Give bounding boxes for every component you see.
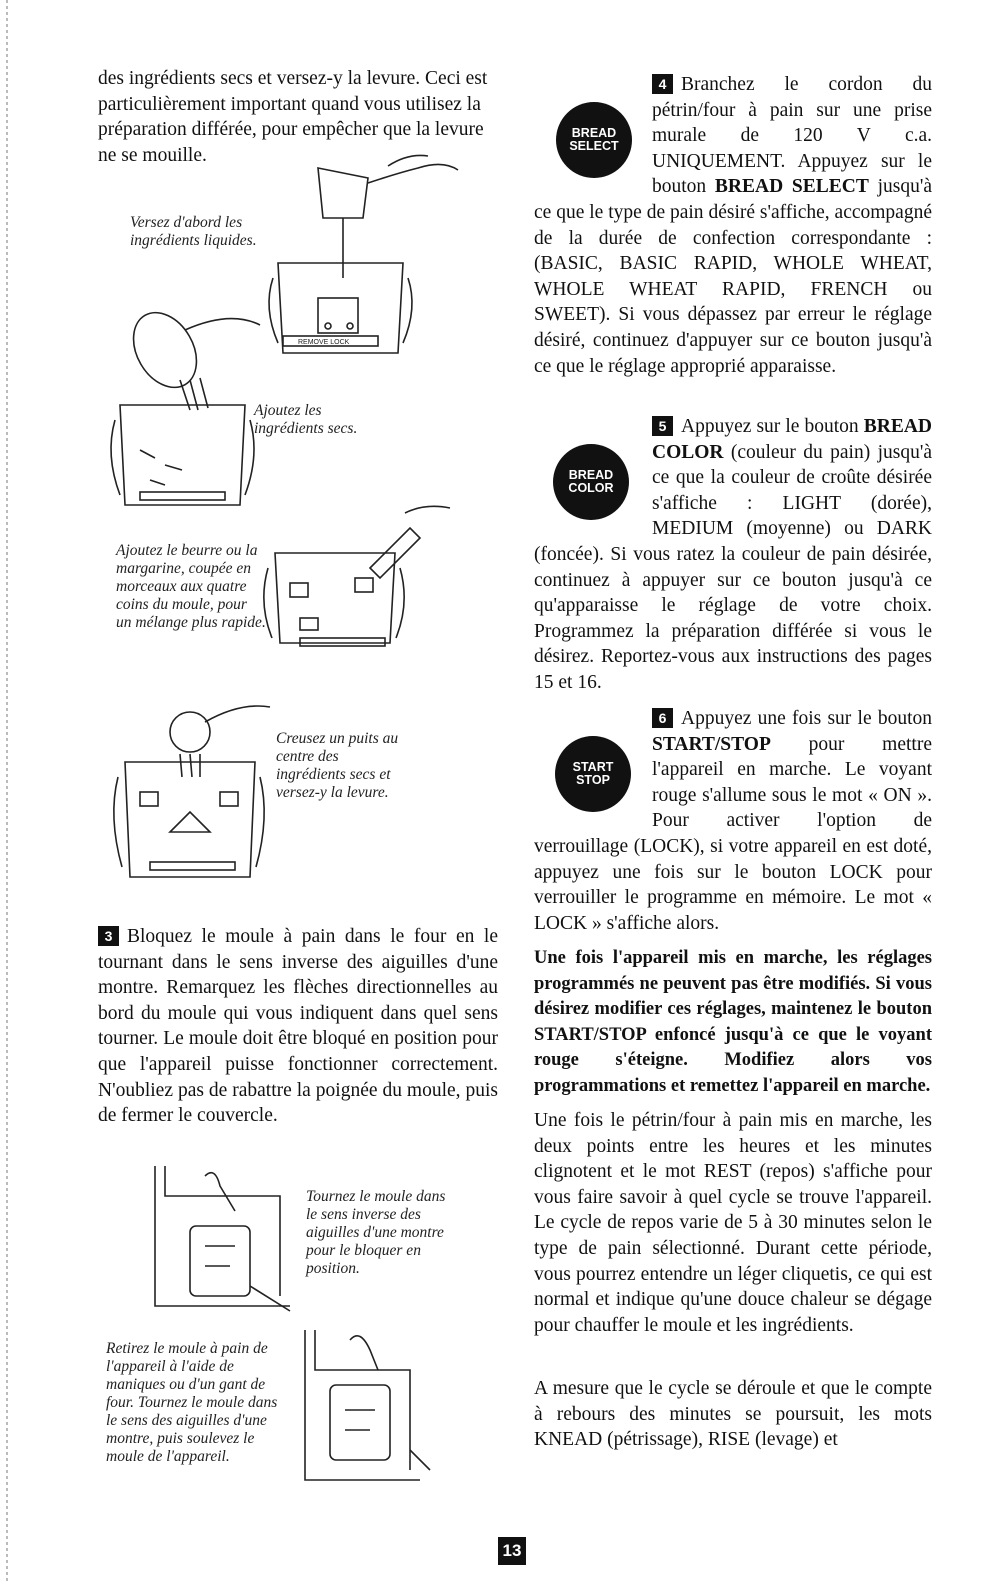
add-butter-illustration <box>260 498 460 658</box>
page-number: 13 <box>498 1537 526 1565</box>
step-5-float <box>534 414 652 540</box>
step-5-text-a: Appuyez sur le bouton <box>681 416 864 437</box>
warning-paragraph: Une fois l'appareil mis en marche, les réglages programmés ne peuvent pas être modifiés. Si vous désirez modifier ces réglages, maintenez le bouton START/STOP enfoncé jusqu'à ce que le voyant rouge s'éteigne. Modifiez alors vos programmations et remettez l'appareil en marche. <box>534 948 932 1096</box>
step-6-text-a: Appuyez une fois sur le bouton <box>681 708 932 729</box>
caption-yeast: Creusez un puits au centre des ingrédients secs et versez-y la levure. <box>276 730 399 801</box>
bread-select-label-2: SELECT <box>569 139 619 153</box>
bread-color-label-1: BREAD <box>568 468 614 482</box>
step-3-number: 3 <box>98 926 119 946</box>
step-6-float <box>534 706 652 832</box>
start-stop-label-2: STOP <box>576 773 610 787</box>
step-3-paragraph <box>98 924 498 1129</box>
step-4-float <box>534 72 652 198</box>
rest-cycle-paragraph: Une fois le pétrin/four à pain mis en marche, les deux points entre les heures et les minutes clignotent et le mot REST (repos) s'affiche pour vous faire savoir à quel cycle se trouve l'appareil. Le cycle de repos varie de 5 à 30 minutes selon le type de pain sélectionné. Durant cette période, vous pourrez entendre un léger cliquetis, ce qui est normal et indique qu'une douce chaleur se dégage pour chauffer le moule et les ingrédients. <box>534 1110 932 1336</box>
step-6-paragraph <box>534 706 932 936</box>
knead-paragraph: A mesure que le cycle se déroule et que le compte à rebours des minutes se poursuit, les mots KNEAD (pétrissage), RISE (levage) et <box>534 1378 932 1451</box>
bread-color-label-2: COLOR <box>568 481 614 495</box>
caption-remove: Retirez le moule à pain de l'appareil à l'aide de maniques ou d'un gant de four. Tournez le moule dans le sens des aiguilles d'une montre, puis soulevez le moule de l'appareil. <box>106 1340 278 1465</box>
pour-dry-illustration <box>110 300 270 520</box>
step-4-paragraph <box>534 72 932 379</box>
pour-liquids-illustration <box>268 148 468 368</box>
intro-paragraph: des ingrédients secs et versez-y la levure. Ceci est particulièrement important quand vous utilisez la préparation différée, pour empêcher que la levure ne se mouille. <box>98 68 488 166</box>
step-6-text-b: pour mettre l'appareil en marche. Le voyant rouge s'allume sous le mot « ON ». Pour activer l'option de verrouillage (LOCK), si votre appareil en est doté, appuyez une fois sur le bouton LOCK pour verrouiller le programme en mémoire. Le mot « LOCK » s'affiche alors. <box>534 733 932 934</box>
step-4-text-a: Branchez le cordon du pétrin/four à pain sur une prise murale de 120 V c.a. UNIQUEMENT. Appuyez sur le bouton <box>652 74 932 198</box>
caption-butter: Ajoutez le beurre ou la margarine, coupée en morceaux aux quatre coins du moule, pour un mélange plus rapide. <box>116 542 266 631</box>
step-5-bold: BREAD COLOR <box>652 416 932 463</box>
bread-select-label-1: BREAD <box>571 126 617 140</box>
step-6-bold: START/STOP <box>652 733 771 755</box>
add-yeast-illustration <box>110 682 280 892</box>
remove-pan-illustration <box>300 1330 440 1490</box>
scan-edge <box>6 0 8 1584</box>
step-5-text-b: (couleur du pain) jusqu'à ce que la couleur de croûte désirée s'affiche : LIGHT (dorée), MEDIUM (moyenne) ou DARK (foncée). Si vous ratez la couleur de pain désirée, continuez à appuyer sur ce bouton jusqu'à ce qu'apparaisse le réglage de votre choix. Programmez la préparation différée si vous le désirez. Reportez-vous aux instructions des pages 15 et 16. <box>534 441 932 693</box>
step-4-text-b: jusqu'à ce que le type de pain désiré s'affiche, accompagné de la durée de confection correspondante : (BASIC, BASIC RAPID, WHOLE WHEAT, WHOLE WHEAT RAPID, FRENCH ou SWEET). Si vous dépassez par erreur le réglage désiré, continuez d'appuyer sur ce bouton jusqu'à ce que le réglage approprié apparaisse. <box>534 176 932 377</box>
step-4-bold: BREAD SELECT <box>714 176 869 198</box>
step-6-number: 6 <box>652 708 673 728</box>
start-stop-label-1: START <box>572 760 614 774</box>
step-4-number: 4 <box>652 74 673 94</box>
caption-liquids: Versez d'abord les ingrédients liquides. <box>130 214 257 249</box>
step-3-text: Bloquez le moule à pain dans le four en le tournant dans le sens inverse des aiguilles d'une montre. Remarquez les flèches directionnelles au bord du moule qui vous indiquent dans quel sens tourner. Le moule doit être bloqué en position pour que l'appareil puisse fonctionner correctement. N'oubliez pas de rabattre la poignée du moule, puis de fermer le couvercle. <box>98 926 498 1127</box>
caption-dry: Ajoutez les ingrédients secs. <box>254 402 358 437</box>
step-5-paragraph <box>534 414 932 696</box>
caption-lock: Tournez le moule dans le sens inverse des aiguilles d'une montre pour le bloquer en position. <box>306 1188 446 1277</box>
lock-pan-illustration <box>150 1166 300 1316</box>
step-5-number: 5 <box>652 416 673 436</box>
lock-label-1: REMOVE LOCK <box>298 339 350 346</box>
